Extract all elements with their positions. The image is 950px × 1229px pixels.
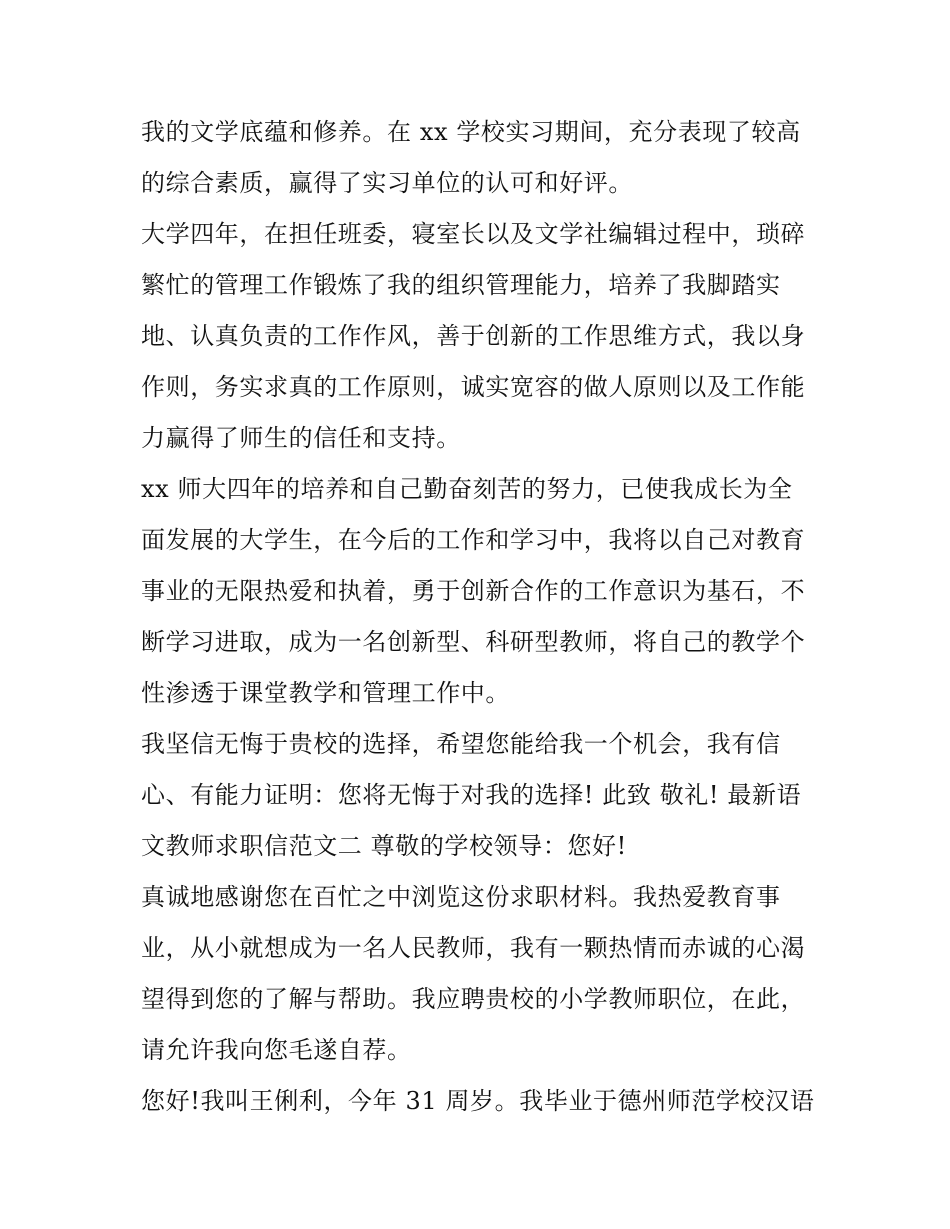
text-line: 望得到您的了解与帮助。我应聘贵校的小学教师职位，在此，	[141, 985, 806, 1013]
paragraph	[141, 464, 821, 719]
document-body	[141, 107, 821, 1127]
paragraph	[141, 719, 821, 872]
paragraph	[141, 107, 821, 209]
text-line: 地、认真负责的工作作风，善于创新的工作思维方式，我以身	[141, 322, 806, 350]
text-line: 的综合素质，赢得了实习单位的认可和好评。	[141, 169, 633, 197]
text-line: 事业的无限热爱和执着，勇于创新合作的工作意识为基石，不	[141, 577, 806, 605]
paragraph	[141, 872, 821, 1076]
text-line: 面发展的大学生，在今后的工作和学习中，我将以自己对教育	[141, 526, 806, 554]
text-line: 心、有能力证明：您将无悔于对我的选择! 此致 敬礼! 最新语	[141, 781, 802, 809]
text-line: 我的文学底蕴和修养。在 xx 学校实习期间，充分表现了较高	[141, 118, 801, 146]
text-line: 断学习进取，成为一名创新型、科研型教师，将自己的教学个	[141, 628, 806, 656]
text-line: 我坚信无悔于贵校的选择，希望您能给我一个机会，我有信	[141, 730, 781, 758]
paragraph	[141, 209, 821, 464]
text-line: xx 师大四年的培养和自己勤奋刻苦的努力，已使我成长为全	[141, 475, 793, 503]
paragraph	[141, 1076, 821, 1127]
text-line: 力赢得了师生的信任和支持。	[141, 424, 461, 452]
text-line: 作则，务实求真的工作原则，诚实宽容的做人原则以及工作能	[141, 373, 806, 401]
text-line: 业，从小就想成为一名人民教师，我有一颗热情而赤诚的心渴	[141, 934, 806, 962]
text-line: 真诚地感谢您在百忙之中浏览这份求职材料。我热爱教育事	[141, 883, 781, 911]
text-line: 性渗透于课堂教学和管理工作中。	[141, 679, 510, 707]
text-line: 繁忙的管理工作锻炼了我的组织管理能力，培养了我脚踏实	[141, 271, 781, 299]
text-line: 大学四年，在担任班委，寝室长以及文学社编辑过程中，琐碎	[141, 220, 806, 248]
text-line: 您好!我叫王俐利，今年 31 周岁。我毕业于德州师范学校汉语	[141, 1087, 815, 1115]
text-line: 请允许我向您毛遂自荐。	[141, 1036, 412, 1064]
text-line: 文教师求职信范文二 尊敬的学校领导：您好!	[141, 832, 627, 860]
